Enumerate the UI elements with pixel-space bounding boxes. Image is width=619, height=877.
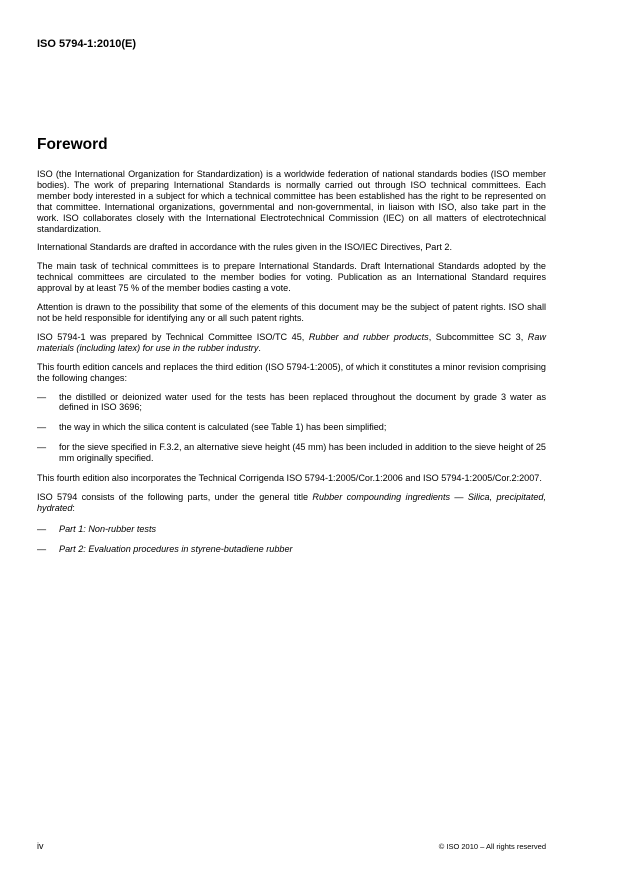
text: , Subcommittee SC 3,	[428, 331, 528, 342]
copyright-notice: © ISO 2010 – All rights reserved	[438, 842, 546, 851]
part-title: Part 1: Non-rubber tests	[59, 523, 157, 534]
general-title: Rubber compounding ingredients — Silica, precipitated, hydrated	[37, 491, 546, 513]
change-text: for the sieve specified in F.3.2, an alternative sieve height (45 mm) has been included in addition to the sieve height of 25 mm originally specified.	[59, 442, 546, 464]
paragraph-prepared-by	[37, 332, 546, 354]
paragraph-corrigenda: This fourth edition also incorporates the Technical Corrigenda ISO 5794-1:2005/Cor.1:2006 and ISO 5794-1:2005/Cor.2:2007.	[37, 473, 542, 484]
dash-bullet: —	[37, 543, 47, 554]
dash-bullet: —	[37, 523, 47, 534]
dash-bullet: —	[37, 422, 47, 433]
subcommittee-title: Raw materials (including latex) for use in the rubber industry	[37, 331, 546, 353]
dash-bullet: —	[37, 391, 47, 402]
paragraph-drafting-rules: International Standards are drafted in accordance with the rules given in the ISO/IEC Directives, Part 2.	[37, 242, 452, 253]
change-text: the way in which the silica content is calculated (see Table 1) has been simplified;	[59, 422, 387, 433]
paragraph-iso-federation: ISO (the International Organization for Standardization) is a worldwide federation of national standards bodies (ISO member bodies). The work of preparing International Standards is normally carried out through ISO technical committees. Each member body interested in a subject for which a technical committee has been established has the right to be represented on that committee. International organizations, governmental and non-governmental, in liaison with ISO, also take part in the work. ISO collaborates closely with the International Electrotechnical Commission (IEC) on all matters of electrotechnical standardization.	[37, 169, 546, 234]
text: ISO 5794 consists of the following parts, under the general title	[37, 491, 313, 502]
list-item	[37, 392, 546, 414]
change-text: the distilled or deionized water used for the tests has been replaced throughout the document by grade 3 water as defined in ISO 3696;	[59, 391, 546, 413]
text: :	[72, 502, 75, 513]
paragraph-edition: This fourth edition cancels and replaces the third edition (ISO 5794-1:2005), of which it constitutes a minor revision comprising the following changes:	[37, 361, 546, 383]
paragraph-committee-task: The main task of technical committees is to prepare International Standards. Draft International Standards adopted by the technical committees are circulated to the member bodies for voting. Publication as an International Standard requires approval by at least 75 % of the member bodies casting a vote.	[37, 261, 546, 294]
document-id-header: ISO 5794-1:2010(E)	[37, 38, 137, 50]
page-number: iv	[37, 841, 44, 851]
part-title: Part 2: Evaluation procedures in styrene-butadiene rubber	[59, 543, 293, 554]
section-title: Foreword	[37, 136, 108, 153]
list-item	[37, 524, 546, 535]
list-item	[37, 422, 546, 433]
dash-bullet: —	[37, 442, 47, 453]
list-item	[37, 544, 546, 555]
list-item	[37, 442, 546, 464]
paragraph-parts	[37, 492, 546, 514]
committee-title: Rubber and rubber products	[308, 331, 429, 342]
foreword-body	[37, 169, 546, 564]
text: .	[258, 342, 261, 353]
paragraph-patent-rights: Attention is drawn to the possibility that some of the elements of this document may be the subject of patent rights. ISO shall not be held responsible for identifying any or all such patent rights.	[37, 302, 546, 323]
text: ISO 5794-1 was prepared by Technical Committee ISO/TC 45,	[37, 331, 309, 342]
